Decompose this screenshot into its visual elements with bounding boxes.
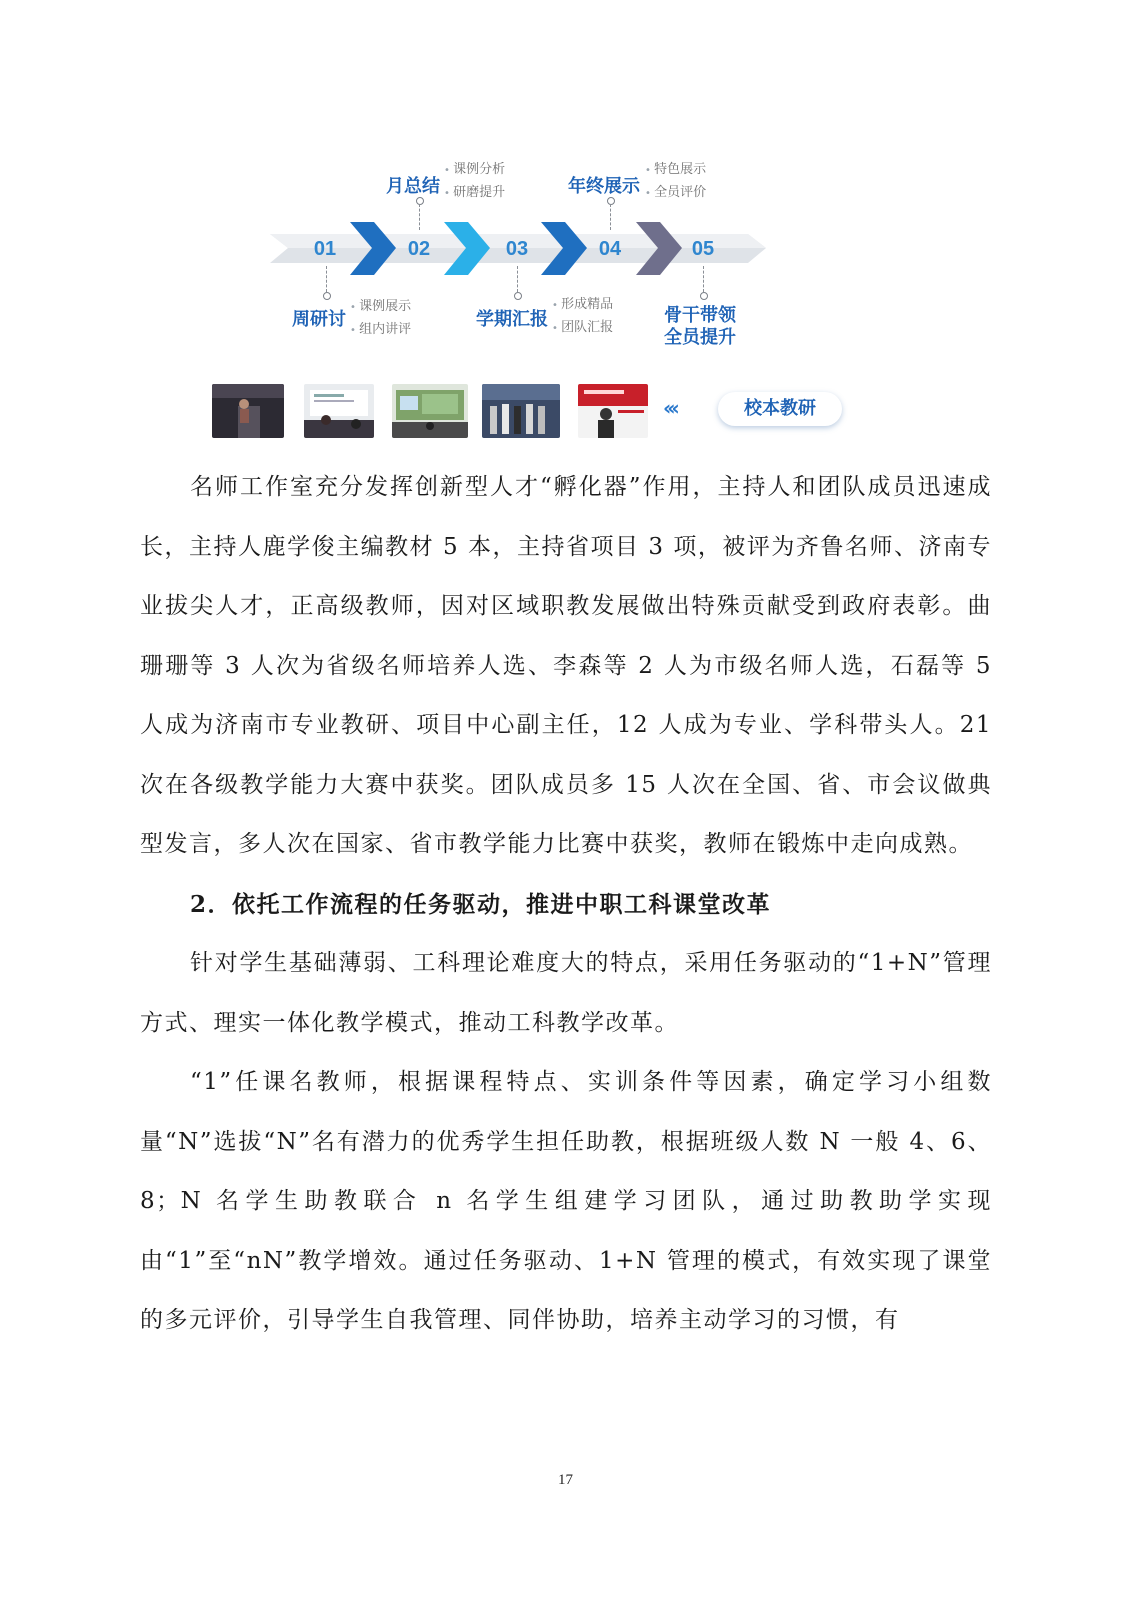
stage-subitems-semester: • 形成精品 • 团队汇报	[552, 294, 613, 340]
photo-teaching-banner	[578, 384, 648, 438]
school-research-badge: 校本教研	[718, 392, 842, 426]
paragraph-1-plus-n: “1”任课名教师，根据课程特点、实训条件等因素，确定学习小组数量“N”选拔“N”名有潜力的优秀学生担任助教，根据班级人数 N 一般 4、6、8；N 名学生助教联合 n 名学生组建学习团队，通过助教助学实现由“1”至“nN”教学增效。通过任务驱动、1+N 管理的模式，有效实现了课堂的多元评价，引导学生自我管理、同伴协助，培养主动学习的习惯，有	[140, 1069, 992, 1333]
connector-line	[610, 204, 611, 230]
connector-line	[326, 266, 327, 292]
stage-subitems-monthly: • 课例分析 • 研磨提升	[444, 159, 505, 205]
connector-dot	[700, 292, 708, 300]
stage-number-03: 03	[505, 238, 529, 260]
stage-number-01: 01	[313, 238, 337, 260]
connector-line	[703, 266, 704, 292]
stage-title-monthly: 月总结	[386, 176, 440, 197]
connector-dot	[323, 292, 331, 300]
stage-title-semester: 学期汇报	[476, 309, 548, 330]
stage-title-weekly: 周研讨	[292, 309, 346, 330]
stage-title-annual: 年终展示	[568, 176, 640, 197]
connector-dot	[607, 197, 615, 205]
body-text	[140, 458, 992, 1351]
stage-subitems-annual: • 特色展示 • 全员评价	[645, 159, 706, 205]
page-number: 17	[558, 1472, 573, 1488]
stage-subitems-weekly: • 课例展示 • 组内讲评	[350, 296, 411, 342]
process-figure	[0, 0, 1131, 460]
connector-dot	[514, 292, 522, 300]
connector-dot	[416, 197, 424, 205]
stage-number-02: 02	[407, 238, 431, 260]
stage-number-04: 04	[598, 238, 622, 260]
section-heading-2: 2．依托工作流程的任务驱动，推进中职工科课堂改革	[190, 890, 772, 918]
photo-presentation-screen	[392, 384, 468, 438]
stage-number-05: 05	[691, 238, 715, 260]
photo-lecture-slides	[304, 384, 374, 438]
stage-title-leaders: 骨干带领 全员提升	[664, 305, 736, 348]
paragraph-studio-achievements: 名师工作室充分发挥创新型人才“孵化器”作用，主持人和团队成员迅速成长，主持人鹿学俊主编教材 5 本，主持省项目 3 项，被评为齐鲁名师、济南专业拔尖人才，正高级教师，因对区域职教发展做出特殊贡献受到政府表彰。曲珊珊等 3 人次为省级名师培养人选、李森等 2 人为市级名师人选，石磊等 5 人成为济南市专业教研、项目中心副主任，12 人成为专业、学科带头人。21 次在各级教学能力大赛中获奖。团队成员多 15 人次在全国、省、市会议做典型发言，多人次在国家、省市教学能力比赛中获奖，教师在锻炼中走向成熟。	[140, 474, 992, 857]
connector-line	[517, 266, 518, 292]
timeline-arrow-graphic	[0, 0, 1131, 460]
connector-line	[419, 204, 420, 230]
paragraph-task-driven: 针对学生基础薄弱、工科理论难度大的特点，采用任务驱动的“1+N”管理方式、理实一体化教学模式，推动工科教学改革。	[140, 950, 992, 1036]
triple-left-chevron-icon: ‹‹‹	[663, 396, 676, 420]
photo-speaker-podium	[212, 384, 284, 438]
photo-group-standing	[482, 384, 560, 438]
